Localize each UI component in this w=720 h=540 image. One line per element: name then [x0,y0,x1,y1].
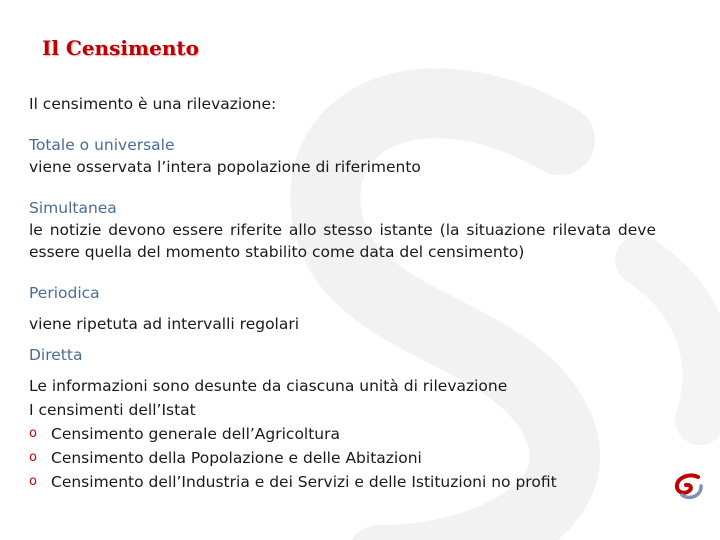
section-text: le notizie devono essere riferite allo stesso istante (la situazione rilevata deve essere quella del momento stabilito come data del censimento) [29,221,656,261]
intro-text: Il censimento è una rilevazione: [29,95,277,113]
section-text: Le informazioni sono desunte da ciascuna unità di rilevazione [29,377,508,395]
bullet-icon: o [29,474,37,489]
slide-title: Il Censimento [42,36,199,60]
section-diretta [29,344,656,494]
section-text: viene ripetuta ad intervalli regolari [29,315,300,333]
list-item [29,422,656,446]
list-item-text: Censimento della Popolazione e delle Abitazioni [51,449,422,467]
census-list [29,422,656,494]
bullet-icon: o [29,426,37,441]
slide-content [29,93,656,494]
list-item [29,446,656,470]
list-item-text: Censimento generale dell’Agricoltura [51,425,341,443]
list-item [29,470,656,494]
bullet-icon: o [29,450,37,465]
section-heading: Totale o universale [29,136,175,154]
list-item-text: Censimento dell’Industria e dei Servizi e delle Istituzioni no profit [51,473,557,491]
section-simultanea [29,197,656,263]
istat-logo-icon [672,471,704,501]
list-intro: I censimenti dell’Istat [29,401,196,419]
section-heading: Simultanea [29,199,117,217]
section-periodica [29,282,656,335]
section-heading: Diretta [29,346,83,364]
section-heading: Periodica [29,284,100,302]
section-text: viene osservata l’intera popolazione di riferimento [29,158,421,176]
section-totale [29,134,656,178]
